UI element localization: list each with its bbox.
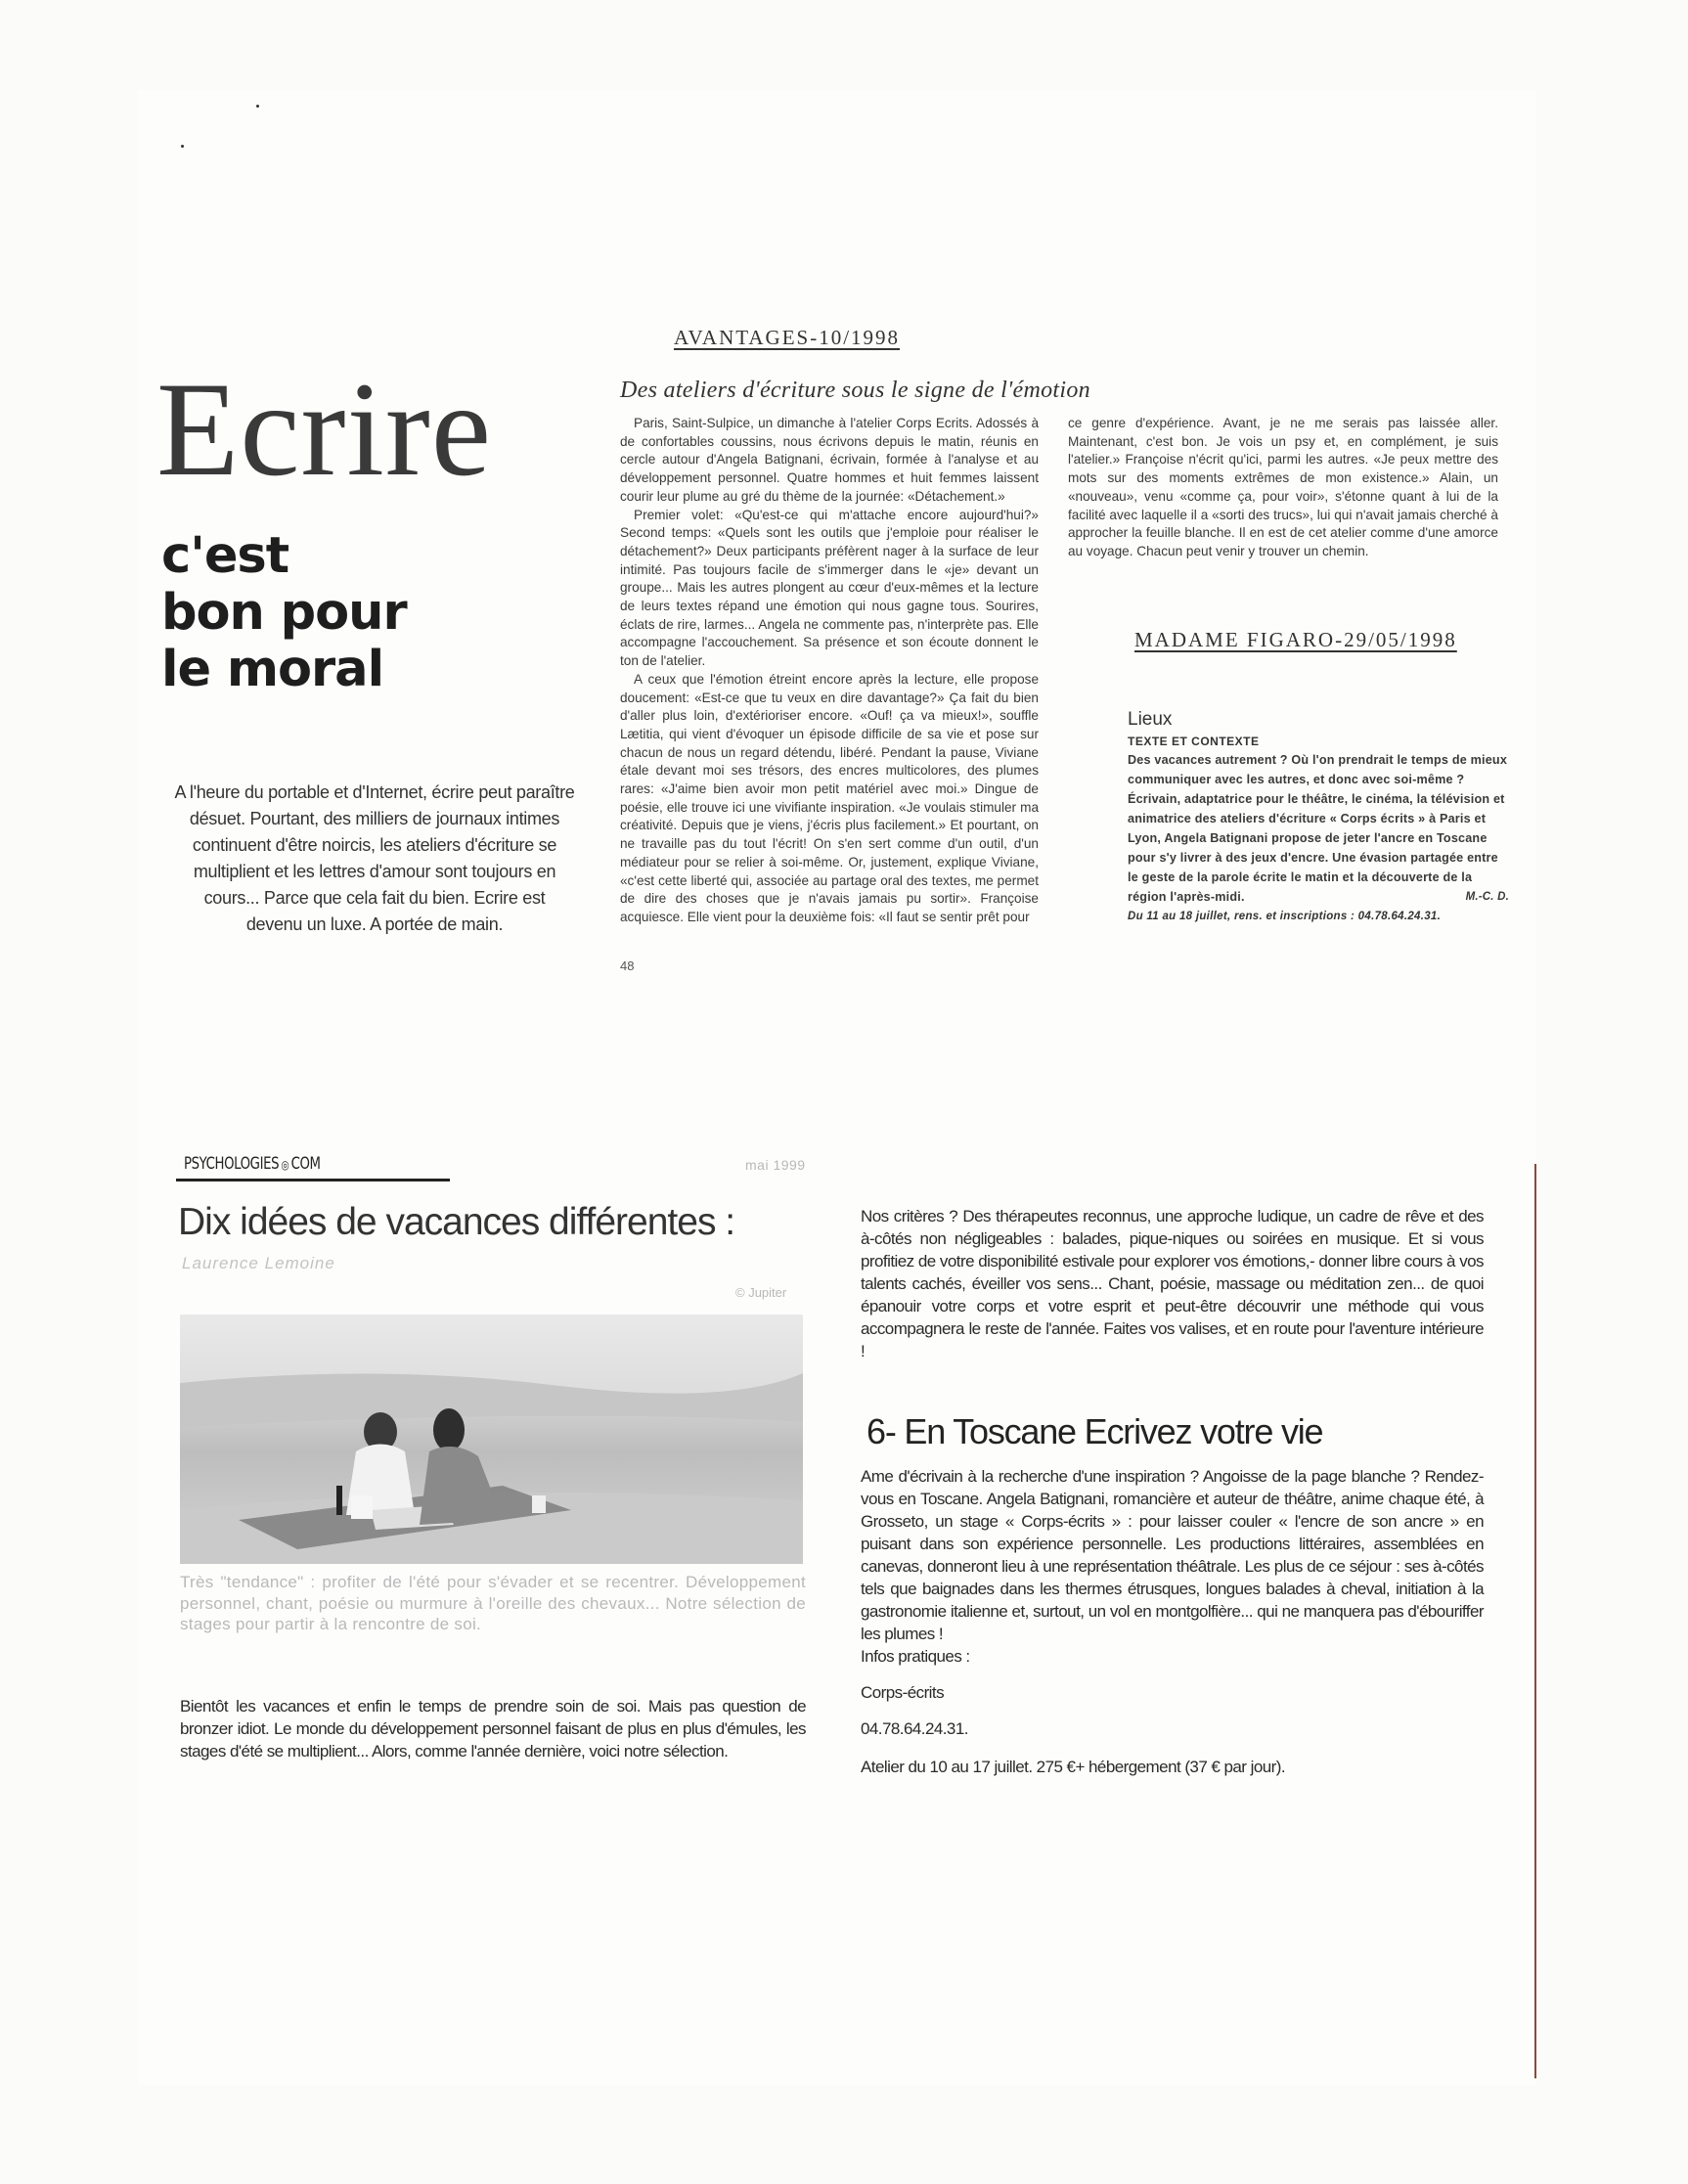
photo-caption: Très "tendance" : profiter de l'été pour s'évader et se recentrer. Développement personnel, chant, poésie ou murmure à l'oreille des chevaux... Notre sélection de stages pour partir à la rencontre de soi. [180, 1573, 806, 1633]
feature-intro: A l'heure du portable et d'Internet, écrire peut paraître désuet. Pourtant, des milliers de journaux intimes continuent d'être noircis, les ateliers d'écriture se multiplient et les lettres d'amour sont toujours en cours... Parce que cela fait du bien. Ecrire est devenu un luxe. A portée de main. [174, 782, 575, 934]
figaro-signature: M.-C. D. [1465, 891, 1509, 903]
scan-speck [181, 145, 184, 148]
figaro-body-text: Des vacances autrement ? Où l'on prendrait le temps de mieux communiquer avec les autres, et donc avec soi-même ? Écrivain, adaptatrice pour le théâtre, le cinéma, la télévision et animatrice des ateliers d'écriture « Corps écrits » à Paris et Lyon, Angela Batignani propose de jeter l'ancre en Toscane pour s'y livrer à des jeux d'encre. Une évasion partagée entre le geste de la parole écrite le matin et la découverte de la région l'après-midi. [1128, 753, 1508, 904]
avantages-headline: Des ateliers d'écriture sous le signe de l'émotion [620, 378, 1090, 403]
avantages-source: AVANTAGES-10/1998 [674, 326, 901, 349]
infos-dates: Atelier du 10 au 17 juillet. 275 €+ hébergement (37 € par jour). [861, 1758, 1286, 1776]
psychologies-title: Dix idées de vacances différentes : [178, 1201, 735, 1243]
avantages-column-2 [1068, 415, 1498, 561]
item-body-text: Ame d'écrivain à la recherche d'une inspiration ? Angoisse de la page blanche ? Rendez-vous en Toscane. Angela Batignani, romancière et auteur de théâtre, anime chaque été, à Grosseto, un stage « Corps-écrits » : pour laisser couler « l'encre de son ancre » en puisant dans son expérience personnelle. Les productions littéraires, assemblées en canevas, donneront lieu à une représentation théâtrale. Les plus de ce séjour : ses à-côtés tels que baignades dans les thermes étrusques, longues balades à cheval, initiation à la gastronomie italienne et, surtout, un vol en montgolfière... qui ne manquera pas d'ébouriffer les plumes ! [861, 1467, 1484, 1643]
psychologies-intro: Bientôt les vacances et enfin le temps de prendre soin de soi. Mais pas question de bronzer idiot. Le monde du développement personnel faisant de plus en plus d'émules, les stages d'été se multiplient... Alors, comme l'année dernière, voici notre sélection. [180, 1697, 806, 1761]
figaro-section: Lieux [1128, 709, 1173, 730]
beach-picnic-photo [180, 1315, 803, 1564]
figaro-body [1128, 750, 1509, 907]
paragraph: Paris, Saint-Sulpice, un dimanche à l'atelier Corps Ecrits. Adossés à de confortables coussins, nous écrivons depuis le matin, réunis en cercle autour d'Angela Batignani, écrivain, formée à l'analyse et au développement personnel. Quatre hommes et huit femmes laissent courir leur plume au gré du thème de la journée: «Détachement.» [620, 416, 1039, 504]
tagline-line: c'est [161, 527, 289, 585]
psychologies-criteria: Nos critères ? Des thérapeutes reconnus, une approche ludique, un cadre de rêve et des à-côtés non négligeables : balades, pique-niques ou soirées en musique. Et si vous profitiez de votre disponibilité estivale pour explorer vos émotions,- donner libre cours à vos talents cachés, éveiller vos sens... Chant, poésie, massage ou méditation zen... de quoi épanouir votre corps et votre esprit et peut-être découvrir une méthode qui vous accompagnera le reste de l'année. Faites vos valises, et en route pour l'aventure intérieure ! [861, 1207, 1484, 1360]
item-title: 6- En Toscane Ecrivez votre vie [866, 1411, 1323, 1451]
figaro-article [1128, 709, 1509, 926]
author-byline: Laurence Lemoine [182, 1254, 335, 1272]
avantages-column-1 [620, 415, 1039, 927]
photo-credit: © Jupiter [735, 1285, 787, 1300]
figaro-kicker: TEXTE ET CONTEXTE [1128, 735, 1260, 748]
psychologies-date: mai 1999 [745, 1157, 806, 1173]
infos-label: Infos pratiques : [861, 1647, 970, 1666]
figaro-source: MADAME FIGARO-29/05/1998 [1134, 628, 1457, 651]
infos-phone: 04.78.64.24.31. [861, 1719, 968, 1738]
logo-text: PSYCHOLOGIES [184, 1154, 280, 1174]
logo-circle-icon: ◎ [281, 1158, 289, 1172]
feature-tagline [161, 528, 407, 698]
photo-illustration [180, 1315, 803, 1564]
paragraph: A ceux que l'émotion étreint encore après la lecture, elle propose doucement: «Est-ce que tu veux en dire davantage?» Ça fait du bien d'aller plus loin, d'extérioriser encore. «Ouf! ça va mieux!», souffle Lætitia, qui vient d'évoquer un épisode difficile de sa vie et pose sur chacun de nous un regard détendu, libéré. Pendant la pause, Viviane étale devant moi ses trésors, des encres multicolores, des plumes rares: «J'aime bien avoir mon petit matériel avec moi.» Dingue de poésie, elle trouve ici une vivifiante inspiration. «Je voulais stimuler ma créativité. Depuis que je viens, j'écris plus facilement.» Et pourtant, on ne travaille pas du tout l'écrit! On s'en sert comme d'un outil, d'un médiateur pour se relier à soi-même. Or, justement, explique Viviane, «c'est cette liberté qui, associée au partage oral des textes, me permet de dire des choses que je n'avais jamais pu sortir». Françoise acquiesce. Elle vient pour la deuxième fois: «Il faut se sentir prêt pour [620, 671, 1039, 924]
tagline-line: bon pour [161, 584, 407, 642]
item-body [861, 1465, 1484, 1778]
scan-speck [256, 105, 259, 108]
figaro-dates: Du 11 au 18 juillet, rens. et inscriptions : 04.78.64.24.31. [1128, 911, 1442, 922]
page-edge-line [1534, 1164, 1536, 2078]
psychologies-logo [184, 1154, 321, 1174]
logo-suffix: COM [290, 1154, 321, 1174]
feature-title: Ecrire [156, 354, 493, 504]
header-rule [176, 1179, 450, 1181]
paragraph: ce genre d'expérience. Avant, je ne me serais pas laissée aller. Maintenant, c'est bon. Je vois un psy et, en complément, je suis l'atelier.» Françoise n'écrit qu'ici, parmi les autres. «Je peux mettre des mots sur des moments extrêmes de mon existence.» Alain, un «nouveau», venu «comme ça, pour voir», s'étonne quant à lui de la facilité avec laquelle il a «sorti des trucs», lui qui n'avait jamais cherché à approcher la feuille blanche. Il en est de cet atelier comme d'une amorce au voyage. Chacun peut venir y trouver un chemin. [1068, 416, 1498, 558]
tagline-line: le moral [161, 641, 384, 698]
infos-name: Corps-écrits [861, 1683, 945, 1702]
page-number: 48 [620, 958, 635, 973]
paragraph: Premier volet: «Qu'est-ce qui m'attache encore aujourd'hui?» Second temps: «Quels sont les outils que j'emploie pour réaliser le détachement?» Deux participants préfèrent nager à la surface de leur intimité. Pas toujours facile de s'immerger dans le «je» devant un groupe... Mais les autres plongent au cœur d'eux-mêmes et la lecture de leurs textes répand une émotion qui nous gagne tous. Sourires, éclats de rire, larmes... Angela ne commente pas, n'interprète pas. Elle accompagne l'accouchement. Sa présence et son écoute donnent le ton de l'atelier. [620, 507, 1039, 669]
